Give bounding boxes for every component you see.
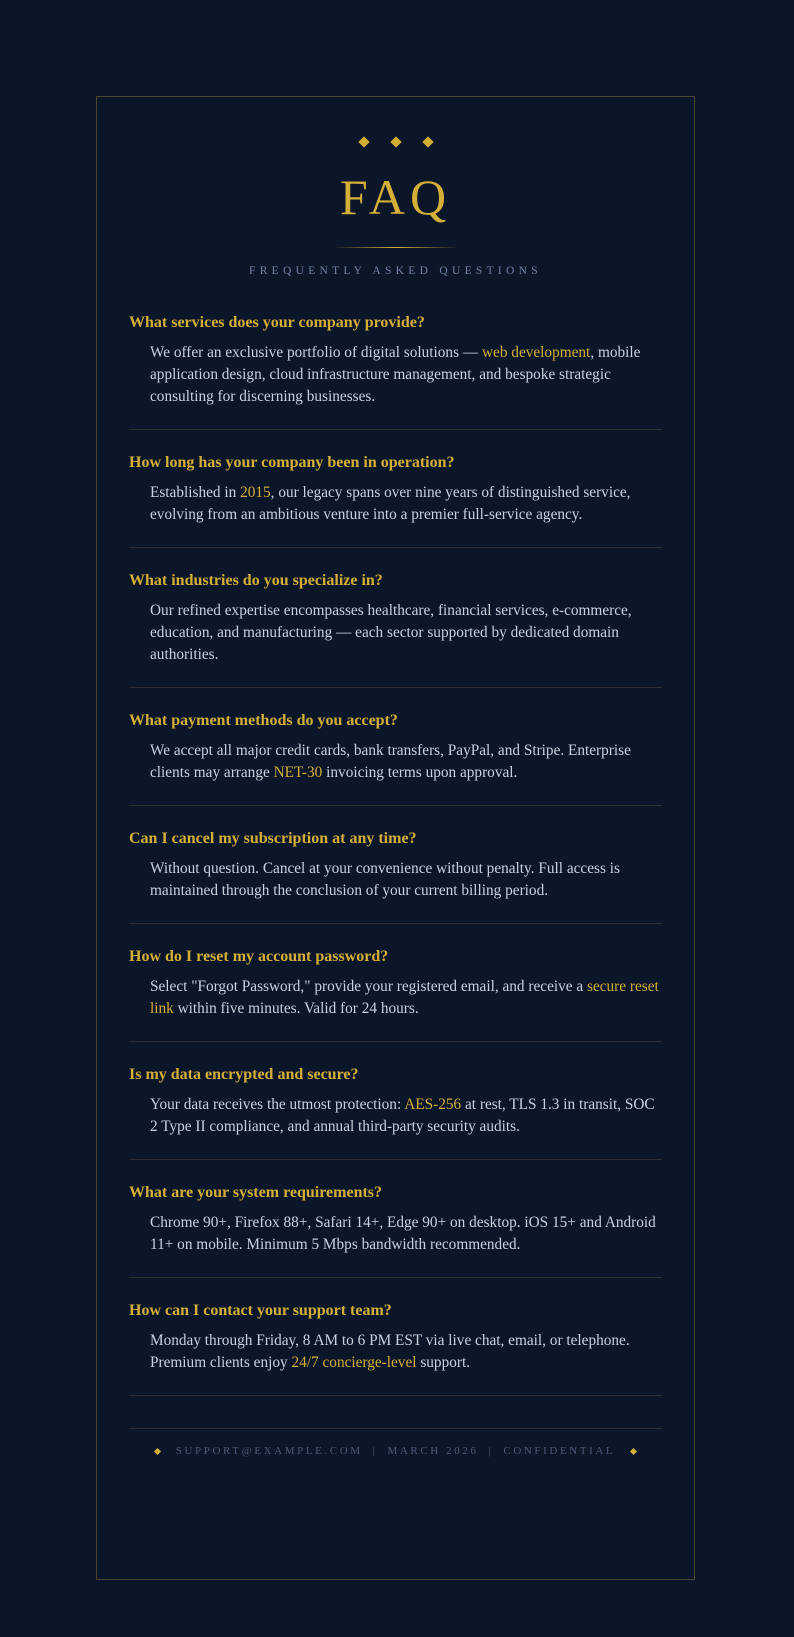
faq-question: How do I reset my account password? — [129, 948, 389, 965]
page-title: FAQ — [339, 169, 452, 225]
faq-question: How long has your company been in operation? — [129, 454, 455, 471]
answer-text: Established in — [150, 484, 241, 501]
answer-text: , mobile application design, cloud infrastructure management, and bespoke strategic consulting for discerning businesses. — [150, 344, 641, 405]
faq-question: What are your system requirements? — [129, 1184, 383, 1201]
footer-separator: | — [372, 1445, 378, 1457]
faq-item — [129, 688, 662, 806]
answer-text: Monday through Friday, 8 AM to 6 PM EST via live chat, email, or telephone. Premium clients enjoy — [150, 1332, 630, 1371]
highlighted-term: web development — [481, 344, 591, 361]
highlighted-term: 2015 — [240, 484, 271, 501]
faq-question: What industries do you specialize in? — [129, 572, 383, 589]
faq-answer — [150, 1094, 662, 1138]
footer — [129, 1428, 662, 1457]
faq-list — [129, 314, 662, 1396]
footer-date: MARCH 2026 — [387, 1445, 479, 1457]
faq-answer — [150, 600, 662, 666]
highlighted-term: NET-30 — [273, 764, 323, 781]
title-divider — [333, 247, 459, 248]
faq-item — [129, 1160, 662, 1278]
footer-label: CONFIDENTIAL — [503, 1445, 616, 1457]
page-subtitle: FREQUENTLY ASKED QUESTIONS — [249, 265, 542, 277]
answer-text: Our refined expertise encompasses healthcare, financial services, e-commerce, education, and manufacturing — each sector supported by dedicated domain authorities. — [150, 602, 632, 663]
highlighted-term: 24/7 concierge-level — [291, 1354, 417, 1371]
faq-answer — [150, 1212, 662, 1256]
highlighted-term: secure reset link — [150, 978, 659, 1017]
faq-answer — [150, 858, 662, 902]
faq-item — [129, 1278, 662, 1396]
highlighted-term: AES-256 — [404, 1096, 462, 1113]
faq-answer — [150, 740, 662, 784]
answer-text: We accept all major credit cards, bank transfers, PayPal, and Stripe. Enterprise clients may arrange — [150, 742, 631, 781]
faq-question: Can I cancel my subscription at any time? — [129, 830, 417, 847]
faq-item — [129, 548, 662, 688]
answer-text: , our legacy spans over nine years of distinguished service, evolving from an ambitious venture into a premier full-service agency. — [150, 484, 631, 523]
answer-text: Chrome 90+, Firefox 88+, Safari 14+, Edge 90+ on desktop. iOS 15+ and Android 11+ on mobile. Minimum 5 Mbps bandwidth recommended. — [150, 1214, 656, 1253]
faq-question: How can I contact your support team? — [129, 1302, 392, 1319]
answer-text: Select "Forgot Password," provide your registered email, and receive a — [150, 978, 587, 995]
faq-answer — [150, 976, 662, 1020]
diamond-ornament-icon — [129, 133, 662, 149]
answer-text: within five minutes. Valid for 24 hours. — [173, 1000, 419, 1017]
diamond-icon — [630, 1448, 637, 1455]
answer-text: Without question. Cancel at your convenience without penalty. Full access is maintained through the conclusion of your current billing period. — [150, 860, 620, 899]
faq-answer — [150, 482, 662, 526]
faq-item — [129, 1042, 662, 1160]
faq-answer — [150, 342, 662, 408]
footer-separator: | — [488, 1445, 494, 1457]
answer-text: at rest, TLS 1.3 in transit, SOC 2 Type II compliance, and annual third-party security audits. — [150, 1096, 655, 1135]
faq-card — [96, 96, 695, 1580]
answer-text: invoicing terms upon approval. — [322, 764, 518, 781]
faq-question: What services does your company provide? — [129, 314, 425, 331]
faq-item — [129, 314, 662, 430]
faq-item — [129, 924, 662, 1042]
faq-answer — [150, 1330, 662, 1374]
faq-item — [129, 430, 662, 548]
faq-question: What payment methods do you accept? — [129, 712, 398, 729]
answer-text: We offer an exclusive portfolio of digital solutions — — [150, 344, 482, 361]
faq-question: Is my data encrypted and secure? — [129, 1066, 359, 1083]
answer-text: Your data receives the utmost protection: — [150, 1096, 405, 1113]
diamond-icon — [154, 1448, 161, 1455]
footer-email[interactable]: SUPPORT@EXAMPLE.COM — [175, 1445, 363, 1457]
answer-text: support. — [416, 1354, 471, 1371]
faq-item — [129, 806, 662, 924]
